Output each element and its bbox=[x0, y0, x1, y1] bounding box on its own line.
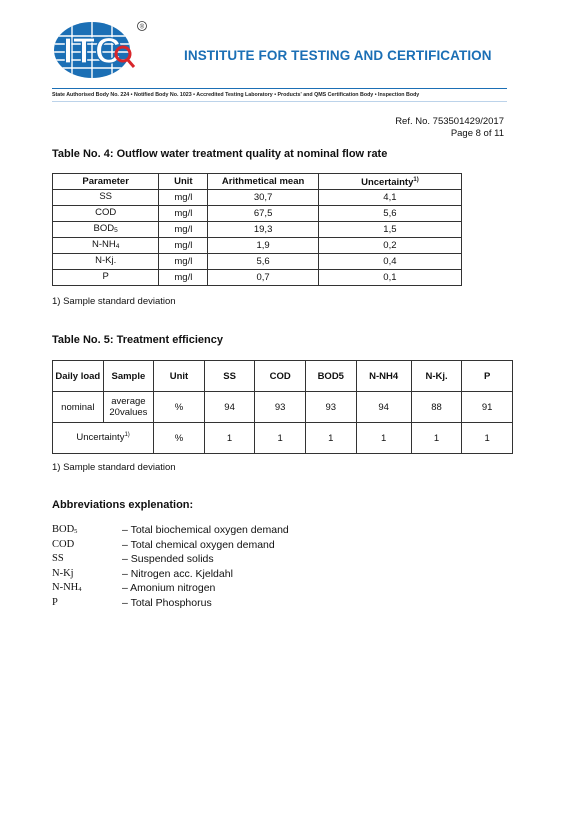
col-header-daily-load: Daily load bbox=[53, 361, 104, 392]
list-item bbox=[52, 568, 289, 583]
cell-unit: mg/l bbox=[159, 254, 208, 270]
abbreviation-description: – Total biochemical oxygen demand bbox=[122, 524, 289, 536]
cell-mean: 30,7 bbox=[208, 190, 318, 206]
cell-parameter: P bbox=[53, 270, 159, 286]
abbreviation-description: – Total Phosphorus bbox=[122, 596, 212, 609]
abbreviation-key: $N-NH_4$ bbox=[52, 582, 82, 594]
cell-parameter: SS bbox=[53, 190, 159, 206]
cell-mean: 5,6 bbox=[208, 254, 318, 270]
logo-lettering: ITC bbox=[63, 30, 121, 71]
registered-mark: ® bbox=[139, 24, 145, 31]
table5-caption: Table No. 5: Treatment efficiency bbox=[52, 334, 223, 346]
treatment-efficiency-table bbox=[52, 360, 513, 454]
abbreviations-title: Abbreviations explenation: bbox=[52, 499, 194, 511]
cell-bod5: 93 bbox=[305, 392, 356, 423]
accreditations-line: State Authorised Body No. 224 • Notified Body No. 1023 • Accredited Testing Laboratory • Products' and QMS Certification Body • Inspection Body bbox=[52, 92, 420, 98]
cell-p: 1 bbox=[462, 423, 513, 454]
col-header-bod5: BOD5 bbox=[305, 361, 356, 392]
cell-unit: mg/l bbox=[159, 270, 208, 286]
cell-mean: 0,7 bbox=[208, 270, 318, 286]
abbreviation-description: – Total chemical oxygen demand bbox=[122, 538, 275, 551]
cell-uncertainty: 0,1 bbox=[318, 270, 461, 286]
cell-unit: mg/l bbox=[159, 222, 208, 238]
table-row-nominal bbox=[53, 392, 513, 423]
list-item bbox=[52, 524, 289, 539]
col-header-unit: Unit bbox=[154, 361, 205, 392]
table5-footnote: 1) Sample standard deviation bbox=[52, 462, 176, 473]
cell-uncertainty: 5,6 bbox=[318, 206, 461, 222]
list-item bbox=[52, 597, 289, 612]
cell-mean: 67,5 bbox=[208, 206, 318, 222]
institute-name: INSTITUTE FOR TESTING AND CERTIFICATION bbox=[184, 48, 492, 63]
reference-number: Ref. No. 753501429/2017 bbox=[395, 116, 504, 127]
cell-n-nh4: 1 bbox=[356, 423, 411, 454]
cell-parameter: N-Kj. bbox=[53, 254, 159, 270]
abbreviation-key: SS bbox=[52, 553, 64, 565]
list-item bbox=[52, 553, 289, 568]
col-header-ss: SS bbox=[204, 361, 255, 392]
outflow-quality-table bbox=[52, 173, 462, 286]
table-row bbox=[53, 222, 462, 238]
col-header-uncertainty: Uncertainty$^{1)}$ bbox=[318, 174, 461, 190]
cell-unit: mg/l bbox=[159, 206, 208, 222]
col-header-mean: Arithmetical mean bbox=[208, 174, 318, 190]
table-row bbox=[53, 206, 462, 222]
table-row bbox=[53, 238, 462, 254]
table4-caption: Table No. 4: Outflow water treatment quality at nominal flow rate bbox=[52, 148, 388, 160]
cell-cod: 1 bbox=[255, 423, 306, 454]
reference-block bbox=[395, 116, 504, 140]
abbreviation-key: N-Kj bbox=[52, 567, 74, 579]
header-divider bbox=[52, 88, 507, 89]
cell-parameter: COD bbox=[53, 206, 159, 222]
cell-uncertainty: 1,5 bbox=[318, 222, 461, 238]
list-item bbox=[52, 582, 289, 597]
cell-daily-load: nominal bbox=[53, 392, 104, 423]
abbreviations-list bbox=[52, 524, 289, 612]
cell-mean: 1,9 bbox=[208, 238, 318, 254]
cell-sample: average 20values bbox=[103, 392, 154, 423]
abbreviation-description: – Nitrogen acc. Kjeldahl bbox=[122, 567, 233, 580]
col-header-n-kj: N-Kj. bbox=[411, 361, 462, 392]
col-header-n-nh4: N-NH4 bbox=[356, 361, 411, 392]
cell-uncertainty-label: Uncertainty$^{1)}$ bbox=[53, 423, 154, 454]
cell-parameter: $BOD_5$ bbox=[53, 222, 159, 238]
list-item bbox=[52, 539, 289, 554]
cell-uncertainty: 4,1 bbox=[318, 190, 461, 206]
cell-n-kj: 1 bbox=[411, 423, 462, 454]
abbreviation-key: $BOD_5$ bbox=[52, 524, 78, 535]
table-row bbox=[53, 270, 462, 286]
col-header-parameter: Parameter bbox=[53, 174, 159, 190]
table-header-row bbox=[53, 174, 462, 190]
cell-ss: 1 bbox=[204, 423, 255, 454]
cell-unit: mg/l bbox=[159, 238, 208, 254]
page-number: Page 8 of 11 bbox=[450, 128, 504, 139]
cell-mean: 19,3 bbox=[208, 222, 318, 238]
cell-n-kj: 88 bbox=[411, 392, 462, 423]
cell-uncertainty: 0,4 bbox=[318, 254, 461, 270]
col-header-p: P bbox=[462, 361, 513, 392]
table-header-row bbox=[53, 361, 513, 392]
cell-unit: % bbox=[154, 423, 205, 454]
header-divider-bottom bbox=[52, 101, 507, 102]
table-row bbox=[53, 190, 462, 206]
abbreviation-key: P bbox=[52, 596, 58, 608]
cell-p: 91 bbox=[462, 392, 513, 423]
col-header-sample: Sample bbox=[103, 361, 154, 392]
cell-cod: 93 bbox=[255, 392, 306, 423]
table-row-uncertainty bbox=[53, 423, 513, 454]
col-header-cod: COD bbox=[255, 361, 306, 392]
abbreviation-description: – Amonium nitrogen bbox=[122, 582, 216, 595]
table4-footnote: 1) Sample standard deviation bbox=[52, 296, 176, 307]
cell-unit: mg/l bbox=[159, 190, 208, 206]
table-row bbox=[53, 254, 462, 270]
cell-unit: % bbox=[154, 392, 205, 423]
abbreviation-key: COD bbox=[52, 538, 75, 550]
itc-logo bbox=[52, 18, 148, 82]
cell-parameter: $N-NH_4$ bbox=[53, 238, 159, 254]
abbreviation-description: – Suspended solids bbox=[122, 553, 214, 566]
cell-ss: 94 bbox=[204, 392, 255, 423]
cell-n-nh4: 94 bbox=[356, 392, 411, 423]
cell-bod5: 1 bbox=[305, 423, 356, 454]
cell-uncertainty: 0,2 bbox=[318, 238, 461, 254]
col-header-unit: Unit bbox=[159, 174, 208, 190]
